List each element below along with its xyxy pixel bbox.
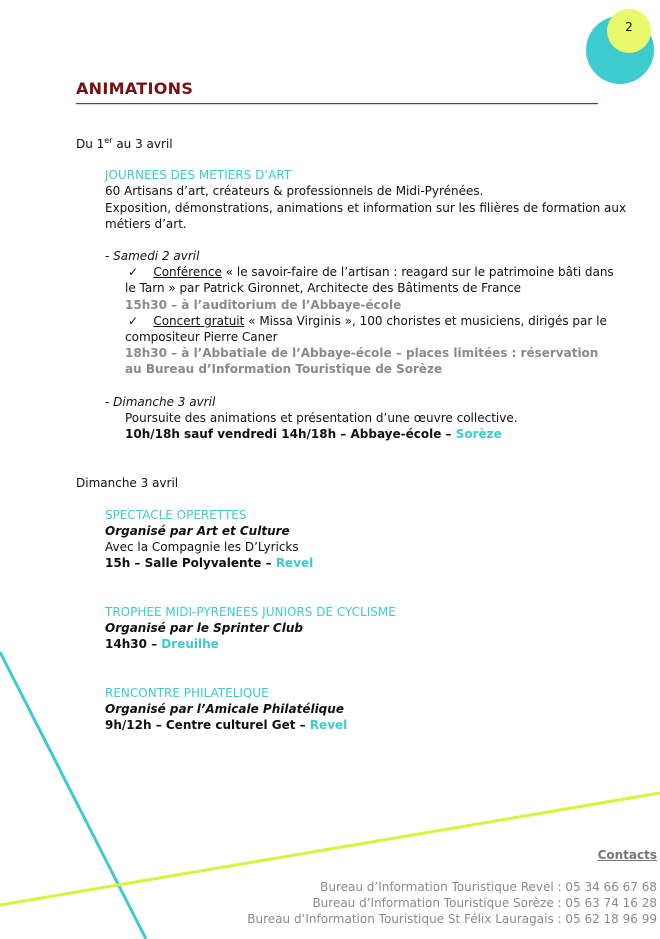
conference-time: 15h30 – à l’auditorium de l’Abbaye-école: [125, 298, 402, 312]
sunday-label: - Dimanche 3 avril: [105, 395, 216, 409]
concert-item: ✓ Concert gratuit « Missa Virginis », 100 choristes et musiciens, dirigés par le: [128, 314, 607, 328]
place-revel: Revel: [309, 718, 348, 732]
page-number: 2: [625, 20, 633, 34]
event-title-metiers-art: JOURNEES DES METIERS D’ART: [105, 168, 292, 182]
page-title: ANIMATIONS: [76, 79, 194, 98]
concert-time: 18h30 – à l’Abbatiale de l’Abbaye-école – places limitées : réservation: [125, 346, 599, 360]
title-underline: [76, 103, 598, 104]
sunday-text: Poursuite des animations et présentation d’une œuvre collective.: [125, 411, 518, 425]
event-organizer: Organisé par le Sprinter Club: [105, 621, 303, 635]
event-time: 9h/12h – Centre culturel Get – Revel: [105, 718, 348, 732]
conference-link[interactable]: Conférence: [153, 265, 222, 279]
contact-line-st-felix: Bureau d’Information Touristique St Félix Lauragais : 05 62 18 96 99: [247, 912, 657, 926]
concert-link[interactable]: Concert gratuit: [153, 314, 245, 328]
conference-item-cont: le Tarn » par Patrick Gironnet, Architecte des Bâtiments de France: [125, 281, 522, 295]
check-icon: ✓: [128, 314, 139, 328]
place-soreze: Sorèze: [455, 427, 502, 441]
event-description: métiers d’art.: [105, 217, 187, 231]
sunday-time: 10h/18h sauf vendredi 14h/18h – Abbaye-école – Sorèze: [125, 427, 502, 441]
section1-date: Du 1er au 3 avril: [76, 136, 173, 151]
event-extra: Avec la Compagnie les D’Lyricks: [105, 540, 299, 554]
event-time: 15h – Salle Polyvalente – Revel: [105, 556, 314, 570]
saturday-label: - Samedi 2 avril: [105, 249, 200, 263]
contacts-heading: Contacts: [597, 848, 657, 862]
event-description: 60 Artisans d’art, créateurs & professionnels de Midi-Pyrénées.: [105, 184, 484, 198]
event-title-cyclisme: TROPHEE MIDI-PYRENEES JUNIORS DE CYCLISME: [105, 605, 396, 619]
concert-item-cont: compositeur Pierre Caner: [125, 330, 278, 344]
event-time: 14h30 – Dreuilhe: [105, 637, 219, 651]
place-revel: Revel: [275, 556, 314, 570]
event-title-operettes: SPECTACLE OPERETTES: [105, 508, 247, 522]
event-organizer: Organisé par l’Amicale Philatélique: [105, 702, 344, 716]
concert-time-cont: au Bureau d’Information Touristique de Sorèze: [125, 362, 443, 376]
place-dreuilhe: Dreuilhe: [161, 637, 219, 651]
section2-date: Dimanche 3 avril: [76, 476, 179, 490]
contact-line-revel: Bureau d’Information Touristique Revel : 05 34 66 67 68: [320, 880, 657, 894]
contact-line-soreze: Bureau d’Information Touristique Sorèze : 05 63 74 16 28: [312, 896, 657, 910]
check-icon: ✓: [128, 265, 139, 279]
event-title-philatelique: RENCONTRE PHILATELIQUE: [105, 686, 269, 700]
conference-item: ✓ Conférence « le savoir-faire de l’artisan : reagard sur le patrimoine bâti dans: [128, 265, 614, 279]
event-organizer: Organisé par Art et Culture: [105, 524, 290, 538]
event-description: Exposition, démonstrations, animations et information sur les filières de formation aux: [105, 201, 627, 215]
